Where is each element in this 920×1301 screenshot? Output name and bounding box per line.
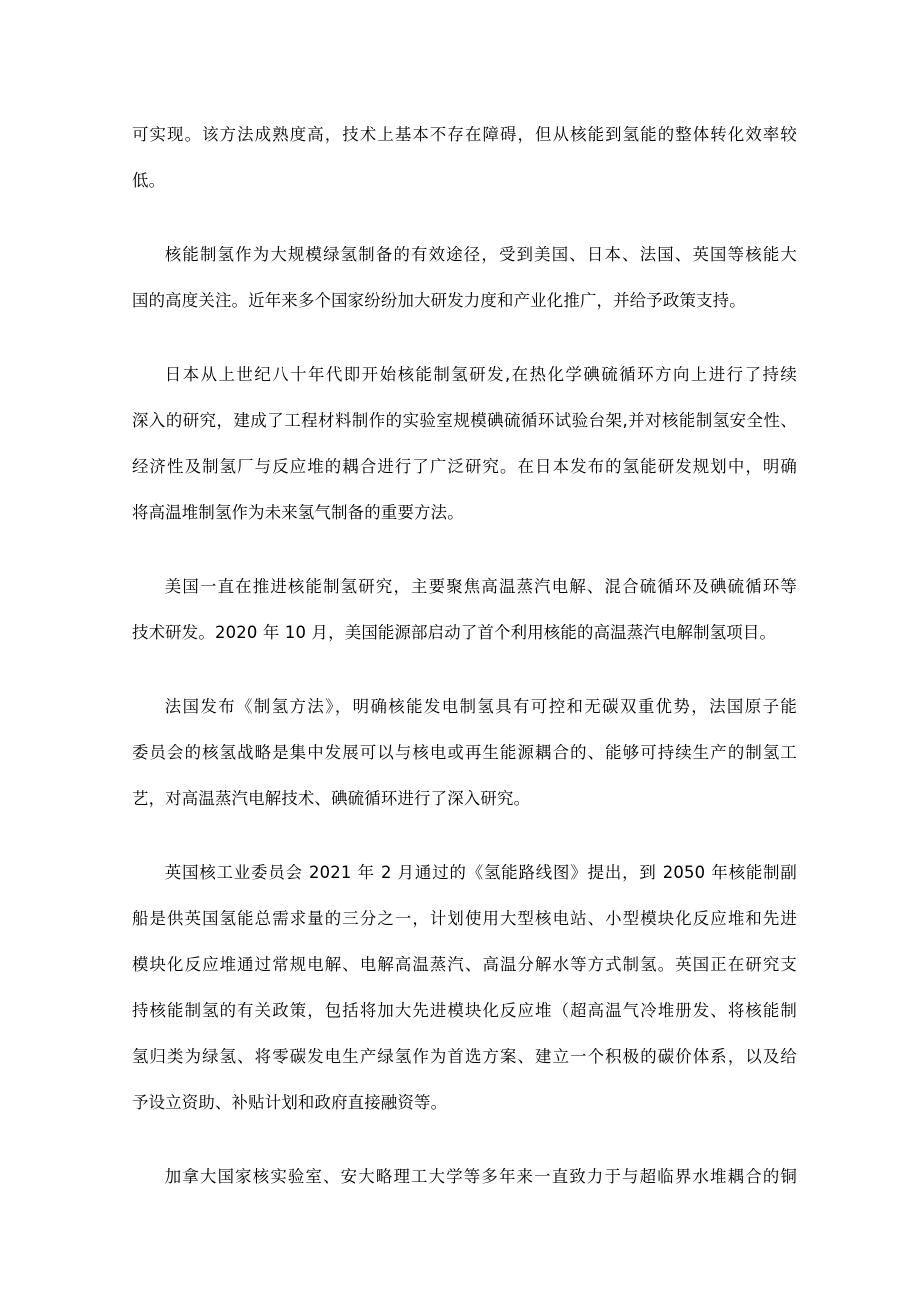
text-line: 持核能制氢的有关政策，包括将加大先进模块化反应堆（超高温气冷堆册发、将核能制 <box>132 1001 797 1020</box>
text-line: 日本从上世纪八十年代即开始核能制氢研发,在热化学碘硫循环方向上进行了持续 <box>164 365 797 384</box>
text-line: 可实现。该方法成熟度高，技术上基本不存在障碍，但从核能到氢能的整体转化效率较 <box>132 125 797 144</box>
text-line: 国的高度关注。近年来多个国家纷纷加大研发力度和产业化推广，并给予政策支持。 <box>132 291 746 310</box>
text-line: 核能制氢作为大规模绿氢制备的有效途径，受到美国、日本、法国、英国等核能大 <box>164 245 797 264</box>
text-line: 深入的研究，建成了工程材料制作的实验室规模碘硫循环试验台架,并对核能制氢安全性、 <box>132 411 797 430</box>
paragraph-usa <box>132 564 797 656</box>
text-line: 予设立资助、补贴计划和政府直接融资等。 <box>132 1093 448 1112</box>
paragraph-continuation <box>132 112 797 204</box>
text-line: 艺，对高温蒸汽电解技术、碘硫循环进行了深入研究。 <box>132 789 531 808</box>
text-line: 英国核工业委员会 2021 年 2 月通过的《氢能路线图》提出，到 2050 年核能制副 <box>164 863 797 882</box>
text-line: 技术研发。2020 年 10 月，美国能源部启动了首个利用核能的高温蒸汽电解制氢项目。 <box>132 623 777 642</box>
text-line: 法国发布《制氢方法》，明确核能发电制氢具有可控和无碳双重优势，法国原子能 <box>164 697 797 716</box>
paragraph-france <box>132 684 797 822</box>
text-line: 美国一直在推进核能制氢研究，主要聚焦高温蒸汽电解、混合硫循环及碘硫循环等 <box>164 577 797 596</box>
paragraph-canada <box>132 1154 797 1200</box>
text-line: 低。 <box>132 171 166 190</box>
text-line: 委员会的核氢战略是集中发展可以与核电或再生能源耦合的、能够可持续生产的制氢工 <box>132 743 797 762</box>
text-line: 将高温堆制氢作为未来氢气制备的重要方法。 <box>132 503 464 522</box>
paragraph-japan <box>132 352 797 536</box>
paragraph-overview <box>132 232 797 324</box>
text-line: 经济性及制氢厂与反应堆的耦合进行了广泛研究。在日本发布的氢能研发规划中，明确 <box>132 457 797 476</box>
text-line: 模块化反应堆通过常规电解、电解高温蒸汽、高温分解水等方式制氢。英国正在研究支 <box>132 955 797 974</box>
paragraph-uk <box>132 850 797 1126</box>
document-body <box>132 112 797 1228</box>
text-line: 船是供英国氢能总需求量的三分之一，计划使用大型核电站、小型模块化反应堆和先进 <box>132 909 797 928</box>
text-line: 氢归类为绿氢、将零碳发电生产绿氢作为首选方案、建立一个积极的碳价体系，以及给 <box>132 1047 797 1066</box>
text-line: 加拿大国家核实验室、安大略理工大学等多年来一直致力于与超临界水堆耦合的铜 <box>164 1167 797 1186</box>
